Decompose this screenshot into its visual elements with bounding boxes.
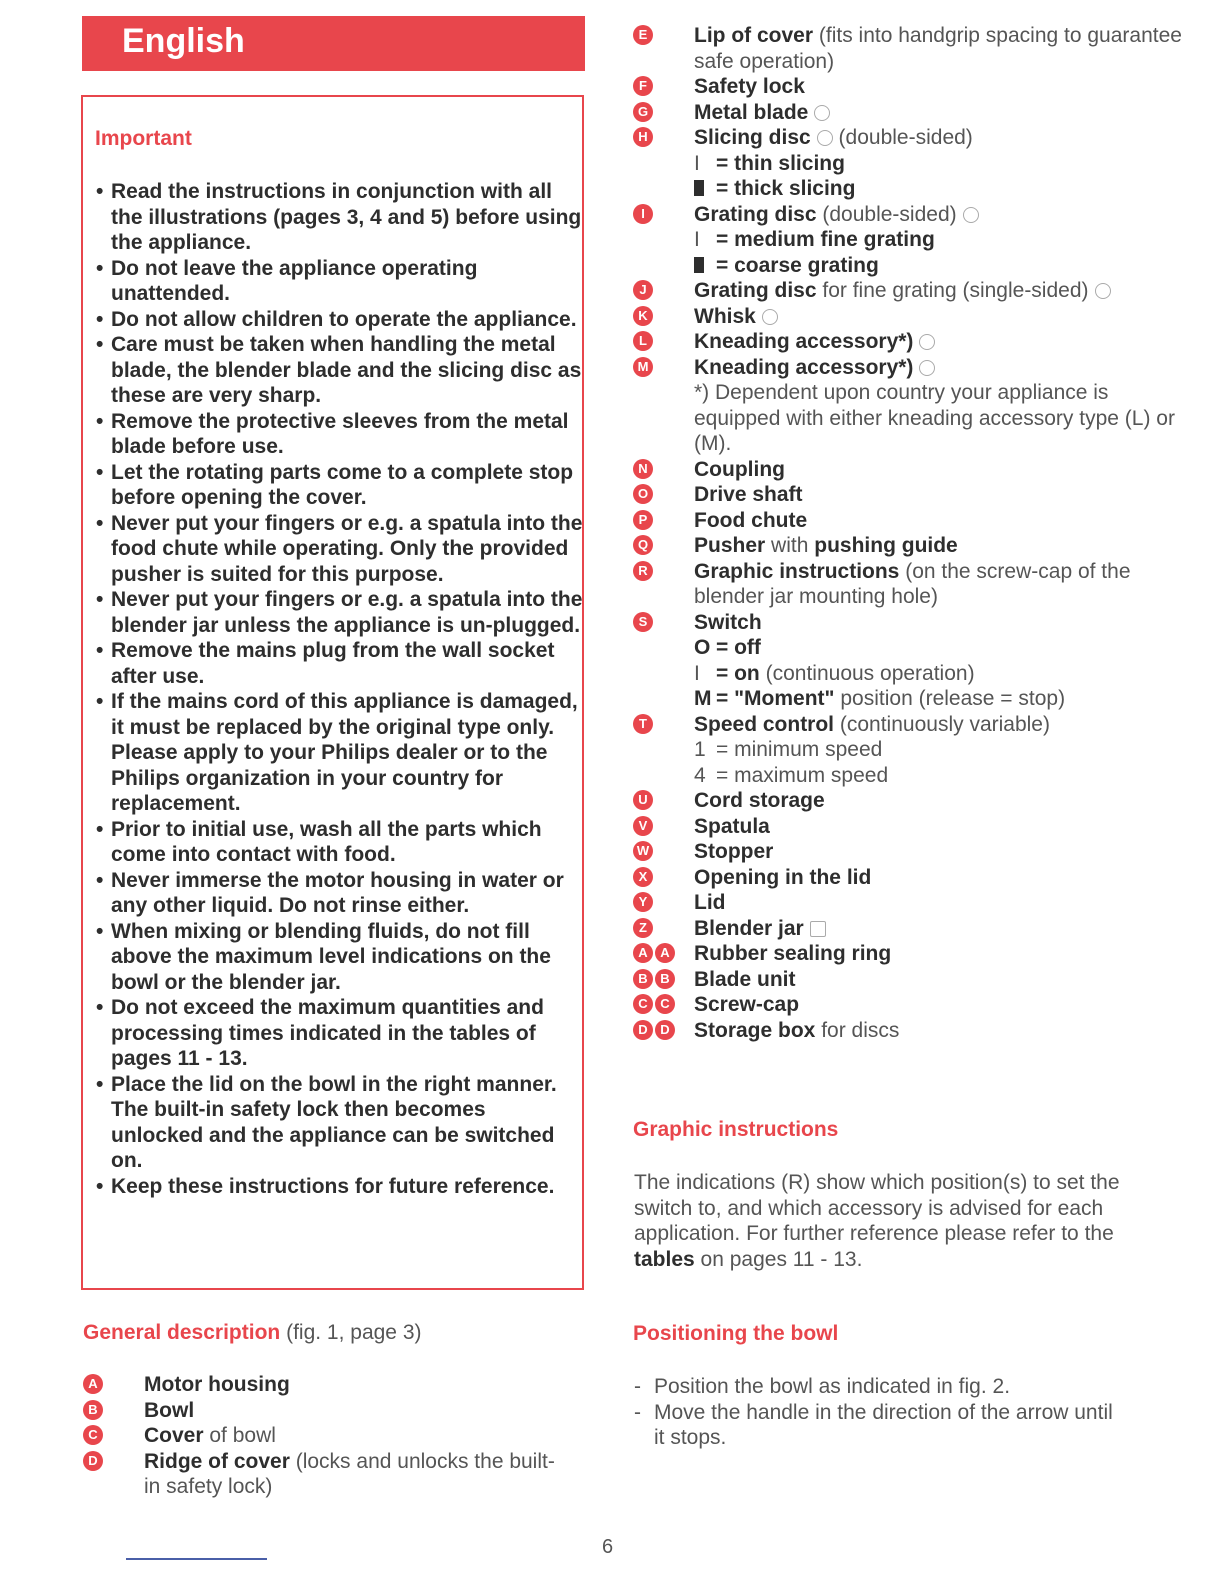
general-description-heading [83, 1321, 422, 1345]
list-item: I Grating disc (double-sided) I = medium fine grating = coarse grating [633, 202, 1193, 279]
list-item: O Drive shaft [633, 482, 1193, 508]
list-item: M Kneading accessory*) *) Dependent upon country your appliance is equipped with either kneading accessory type (L) or (M). [633, 355, 1193, 457]
list-item: T Speed control (continuously variable) 1 = minimum speed 4 = maximum speed [633, 712, 1193, 789]
important-item: • Remove the mains plug from the wall socket after use. [95, 638, 583, 689]
letter-badge: D [83, 1451, 103, 1471]
letter-badge: C C [633, 994, 675, 1014]
list-item: B B Blade unit [633, 967, 1193, 993]
list-item: C C Screw-cap [633, 992, 1193, 1018]
important-list [95, 179, 583, 1199]
list-item: E Lip of cover (fits into handgrip spacing to guarantee safe operation) [633, 23, 1193, 74]
letter-badge: I [633, 204, 653, 224]
list-item: V Spatula [633, 814, 1193, 840]
list-item: - Move the handle in the direction of the arrow until it stops. [634, 1400, 1114, 1451]
list-item: H Slicing disc (double-sided) I = thin slicing = thick slicing [633, 125, 1193, 202]
important-item: • If the mains cord of this appliance is damaged, it must be replaced by the original type only. Please apply to your Philips dealer or to the Philips organization in your country for replacement. [95, 689, 583, 817]
footer-divider [126, 1558, 267, 1560]
list-item: Q Pusher with pushing guide [633, 533, 1193, 559]
important-item: • Never put your fingers or e.g. a spatula into the food chute while operating. Only the provided pusher is suited for this purpose. [95, 511, 583, 588]
language-header [82, 16, 585, 71]
important-item: • Remove the protective sleeves from the metal blade before use. [95, 409, 583, 460]
language-title: English [122, 22, 245, 60]
slicing-disc-icon [817, 130, 833, 146]
letter-badge: E [633, 25, 653, 45]
letter-badge: A [83, 1374, 103, 1394]
letter-badge: C [83, 1425, 103, 1445]
list-item: Y Lid [633, 890, 1193, 916]
letter-badge: D D [633, 1020, 675, 1040]
letter-badge: F [633, 76, 653, 96]
letter-badge: P [633, 510, 653, 530]
blender-jar-icon [810, 921, 826, 937]
important-item: • Do not leave the appliance operating unattended. [95, 256, 583, 307]
general-description-title: General description [83, 1321, 281, 1344]
kneading-icon [919, 360, 935, 376]
important-item: • Place the lid on the bowl in the right manner. The built-in safety lock then becomes unlocked and the appliance can be switched on. [95, 1072, 583, 1174]
letter-badge: G [633, 102, 653, 122]
letter-badge: W [633, 841, 653, 861]
list-item: X Opening in the lid [633, 865, 1193, 891]
letter-badge: V [633, 816, 653, 836]
letter-badge: Z [633, 918, 653, 938]
list-item: P Food chute [633, 508, 1193, 534]
letter-badge: O [633, 484, 653, 504]
page-number: 6 [602, 1536, 614, 1558]
important-item: • Keep these instructions for future reference. [95, 1174, 583, 1200]
list-item: N Coupling [633, 457, 1193, 483]
whisk-icon [762, 309, 778, 325]
graphic-instructions-text: The indications (R) show which position(s) to set the switch to, and which accessory is advised for each application. For further reference please refer to the tables on pages 11 - 13. [634, 1171, 1120, 1271]
letter-badge: Q [633, 535, 653, 555]
letter-badge: K [633, 306, 653, 326]
letter-badge: U [633, 790, 653, 810]
list-item: K Whisk [633, 304, 1193, 330]
important-item: • Never put your fingers or e.g. a spatula into the blender jar unless the appliance is un-plugged. [95, 587, 583, 638]
important-box [81, 95, 584, 1290]
important-item: • Do not exceed the maximum quantities and processing times indicated in the tables of pages 11 - 13. [95, 995, 583, 1072]
letter-badge: B B [633, 969, 675, 989]
thick-bar-icon [694, 257, 704, 273]
list-item: A A Rubber sealing ring [633, 941, 1193, 967]
positioning-title: Positioning the bowl [633, 1322, 839, 1345]
letter-badge: L [633, 331, 653, 351]
letter-badge: X [633, 867, 653, 887]
list-item: A Motor housing [83, 1372, 563, 1398]
general-parts-list [83, 1372, 563, 1500]
list-item: L Kneading accessory*) [633, 329, 1193, 355]
list-item: - Position the bowl as indicated in fig. 2. [634, 1374, 1114, 1400]
blade-icon [814, 105, 830, 121]
list-item: D Ridge of cover (locks and unlocks the built-in safety lock) [83, 1449, 563, 1500]
grating-disc-icon [963, 207, 979, 223]
list-item: U Cord storage [633, 788, 1193, 814]
list-item: C Cover of bowl [83, 1423, 563, 1449]
list-item: D D Storage box for discs [633, 1018, 1193, 1044]
letter-badge: H [633, 127, 653, 147]
important-item: • Never immerse the motor housing in water or any other liquid. Do not rinse either. [95, 868, 583, 919]
letter-badge: M [633, 357, 653, 377]
list-item: S Switch O = off I = on (continuous operation) M = "Moment" position (release = stop) [633, 610, 1193, 712]
list-item: R Graphic instructions (on the screw-cap of the blender jar mounting hole) [633, 559, 1193, 610]
list-item: W Stopper [633, 839, 1193, 865]
important-item: • Prior to initial use, wash all the parts which come into contact with food. [95, 817, 583, 868]
letter-badge: T [633, 714, 653, 734]
parts-list [633, 23, 1193, 1043]
kneading-icon [919, 334, 935, 350]
graphic-instructions-title: Graphic instructions [633, 1118, 839, 1141]
list-item: G Metal blade [633, 100, 1193, 126]
positioning-list [634, 1374, 1114, 1451]
letter-badge: Y [633, 892, 653, 912]
letter-badge: N [633, 459, 653, 479]
important-item: • Do not allow children to operate the appliance. [95, 307, 583, 333]
important-title: Important [95, 127, 192, 150]
important-item: • When mixing or blending fluids, do not fill above the maximum level indications on the bowl or the blender jar. [95, 919, 583, 996]
list-item: J Grating disc for fine grating (single-sided) [633, 278, 1193, 304]
important-item: • Read the instructions in conjunction with all the illustrations (pages 3, 4 and 5) before using the appliance. [95, 179, 583, 256]
list-item: Z Blender jar [633, 916, 1193, 942]
letter-badge: A A [633, 943, 675, 963]
important-item: • Let the rotating parts come to a complete stop before opening the cover. [95, 460, 583, 511]
list-item: F Safety lock [633, 74, 1193, 100]
important-item: • Care must be taken when handling the metal blade, the blender blade and the slicing disc as these are very sharp. [95, 332, 583, 409]
letter-badge: B [83, 1400, 103, 1420]
letter-badge: J [633, 280, 653, 300]
general-description-ref: (fig. 1, page 3) [286, 1321, 422, 1344]
letter-badge: S [633, 612, 653, 632]
thick-bar-icon [694, 180, 704, 196]
list-item: B Bowl [83, 1398, 563, 1424]
letter-badge: R [633, 561, 653, 581]
fine-grating-icon [1095, 283, 1111, 299]
